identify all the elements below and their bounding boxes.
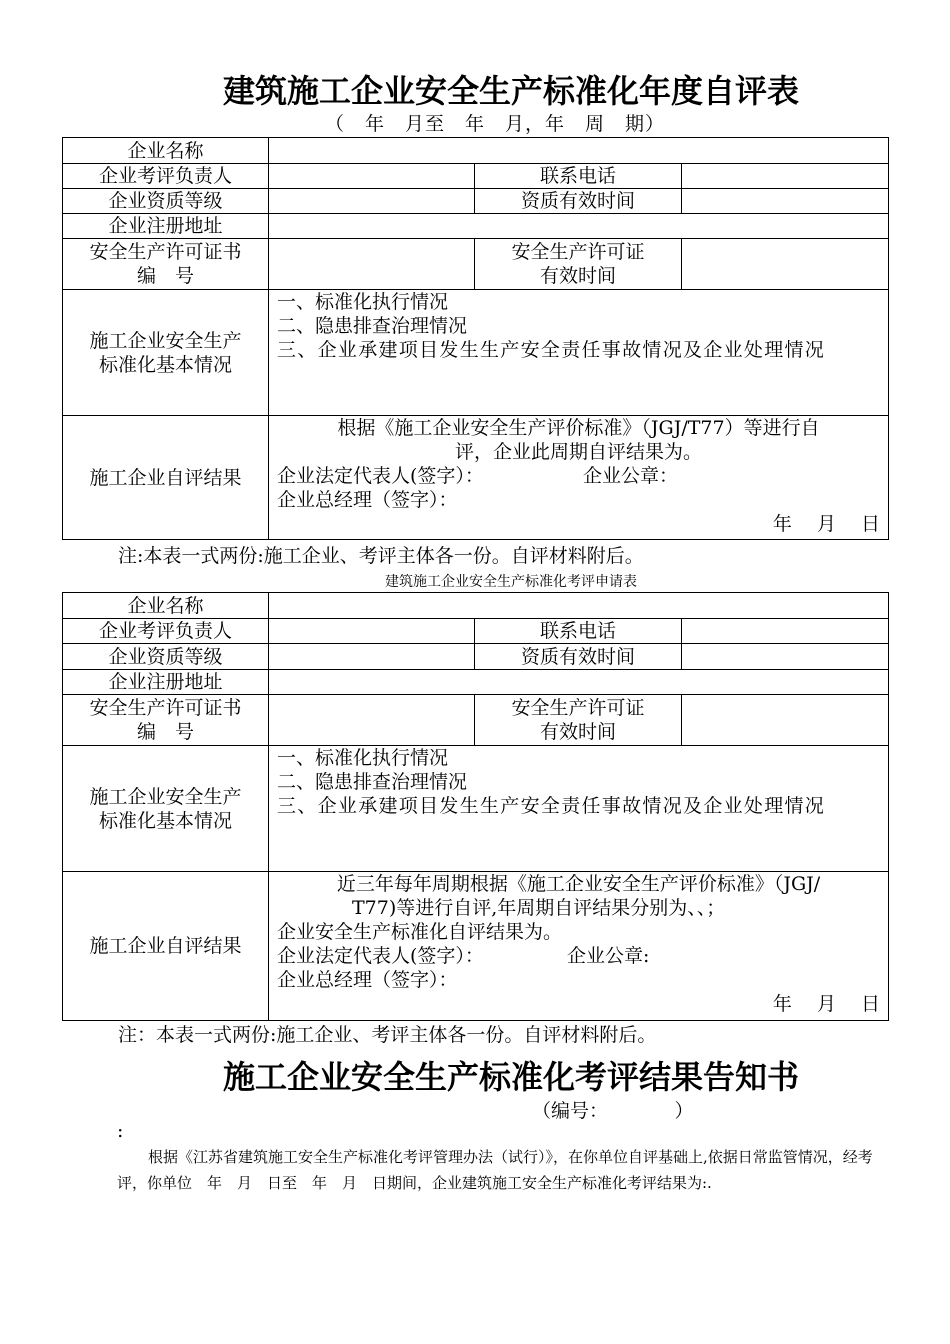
field-phone[interactable]	[682, 164, 889, 189]
self-result-cell	[269, 416, 889, 540]
form2-table	[62, 592, 889, 1021]
notice-addressee: :	[117, 1120, 124, 1142]
basic-situation-cell	[269, 746, 889, 872]
basic-item: 三、企业承建项目发生生产安全责任事故情况及企业处理情况	[277, 795, 826, 817]
basic-item: 三、企业承建项目发生生产安全责任事故情况及企业处理情况	[277, 339, 826, 361]
notice-number: （编号： ）	[532, 1100, 694, 1122]
label-qual-valid: 资质有效时间	[475, 189, 682, 214]
label-line: 标准化基本情况	[98, 353, 232, 376]
field-phone[interactable]	[682, 619, 889, 644]
gm-signature[interactable]: 企业总经理（签字）：	[277, 489, 458, 511]
label-qual-valid: 资质有效时间	[475, 644, 682, 670]
label-basic-situation	[63, 290, 269, 416]
field-qualification[interactable]	[269, 644, 475, 670]
label-line: 施工企业安全生产	[89, 785, 242, 808]
form1-period: （ 年 月至 年 月，年 周 期）	[325, 113, 666, 135]
label-line: 有效时间	[539, 265, 616, 287]
field-qualification[interactable]	[269, 189, 475, 214]
label-basic-situation	[63, 746, 269, 872]
company-seal[interactable]: 企业公章：	[583, 465, 679, 487]
label-line: 有效时间	[539, 721, 616, 743]
label-qualification: 企业资质等级	[63, 644, 269, 670]
label-company-name: 企业名称	[63, 138, 269, 164]
result-line: T77)等进行自评,年周期自评结果分别为、、；	[352, 897, 726, 919]
form1-title: 建筑施工企业安全生产标准化年度自评表	[222, 72, 799, 110]
label-line: 安全生产许可证书	[89, 241, 242, 263]
basic-item: 二、隐患排查治理情况	[277, 315, 468, 337]
label-line: 编 号	[136, 721, 194, 743]
field-permit-valid[interactable]	[682, 695, 889, 746]
label-line: 安全生产许可证	[511, 241, 645, 263]
form1-note: 注:本表一式两份:施工企业、考评主体各一份。自评材料附后。	[118, 545, 644, 567]
field-permit-no[interactable]	[269, 239, 475, 290]
label-line: 施工企业安全生产	[89, 329, 242, 352]
label-phone: 联系电话	[475, 619, 682, 644]
result-line: 根据《施工企业安全生产评价标准》（JGJ/T77）等进行自	[337, 417, 820, 439]
label-self-result: 施工企业自评结果	[63, 872, 269, 1021]
field-company-name[interactable]	[269, 138, 889, 164]
field-company-name[interactable]	[269, 593, 889, 619]
date: 年 月 日	[772, 513, 881, 535]
label-line: 安全生产许可证书	[89, 697, 242, 719]
field-permit-no[interactable]	[269, 695, 475, 746]
notice-title: 施工企业安全生产标准化考评结果告知书	[222, 1058, 799, 1096]
field-qual-valid[interactable]	[682, 644, 889, 670]
gm-signature[interactable]: 企业总经理（签字）：	[277, 969, 458, 991]
field-responsible[interactable]	[269, 619, 475, 644]
label-permit-no	[63, 695, 269, 746]
label-qualification: 企业资质等级	[63, 189, 269, 214]
field-address[interactable]	[269, 214, 889, 239]
label-self-result: 施工企业自评结果	[63, 416, 269, 540]
label-line: 标准化基本情况	[98, 809, 232, 832]
form2-note: 注：本表一式两份:施工企业、考评主体各一份。自评材料附后。	[118, 1024, 657, 1046]
label-permit-no	[63, 239, 269, 290]
legal-rep-signature[interactable]: 企业法定代表人(签字）：	[277, 945, 484, 967]
label-permit-valid	[475, 695, 682, 746]
label-responsible: 企业考评负责人	[63, 619, 269, 644]
field-permit-valid[interactable]	[682, 239, 889, 290]
label-address: 企业注册地址	[63, 670, 269, 695]
form1-table	[62, 137, 889, 540]
signature-row	[277, 944, 880, 968]
field-responsible[interactable]	[269, 164, 475, 189]
result-line: 近三年每年周期根据《施工企业安全生产评价标准》（JGJ/	[336, 873, 821, 895]
label-line: 编 号	[136, 265, 194, 287]
field-qual-valid[interactable]	[682, 189, 889, 214]
result-line: 企业安全生产标准化自评结果为。	[277, 921, 563, 943]
label-company-name: 企业名称	[63, 593, 269, 619]
self-result-cell	[269, 872, 889, 1021]
signature-row	[277, 464, 880, 488]
label-permit-valid	[475, 239, 682, 290]
label-responsible: 企业考评负责人	[63, 164, 269, 189]
result-line: 评，企业此周期自评结果为。	[455, 441, 703, 463]
legal-rep-signature[interactable]: 企业法定代表人(签字）：	[277, 465, 484, 487]
basic-item: 二、隐患排查治理情况	[277, 771, 468, 793]
form2-subtitle: 建筑施工企业安全生产标准化考评申请表	[385, 574, 637, 590]
notice-paragraph: 根据《江苏省建筑施工安全生产标准化考评管理办法（试行）》，在你单位自评基础上,依据日常监管情况，经考评，你单位 年 月 日至 年 月 日期间，企业建筑施工安全生产标准化考评结果为:.	[117, 1148, 873, 1192]
field-address[interactable]	[269, 670, 889, 695]
label-phone: 联系电话	[475, 164, 682, 189]
basic-item: 一、标准化执行情况	[277, 291, 449, 313]
label-line: 安全生产许可证	[511, 697, 645, 719]
basic-situation-cell	[269, 290, 889, 416]
date: 年 月 日	[772, 993, 881, 1015]
label-address: 企业注册地址	[63, 214, 269, 239]
company-seal[interactable]: 企业公章:	[567, 945, 650, 967]
basic-item: 一、标准化执行情况	[277, 747, 449, 769]
